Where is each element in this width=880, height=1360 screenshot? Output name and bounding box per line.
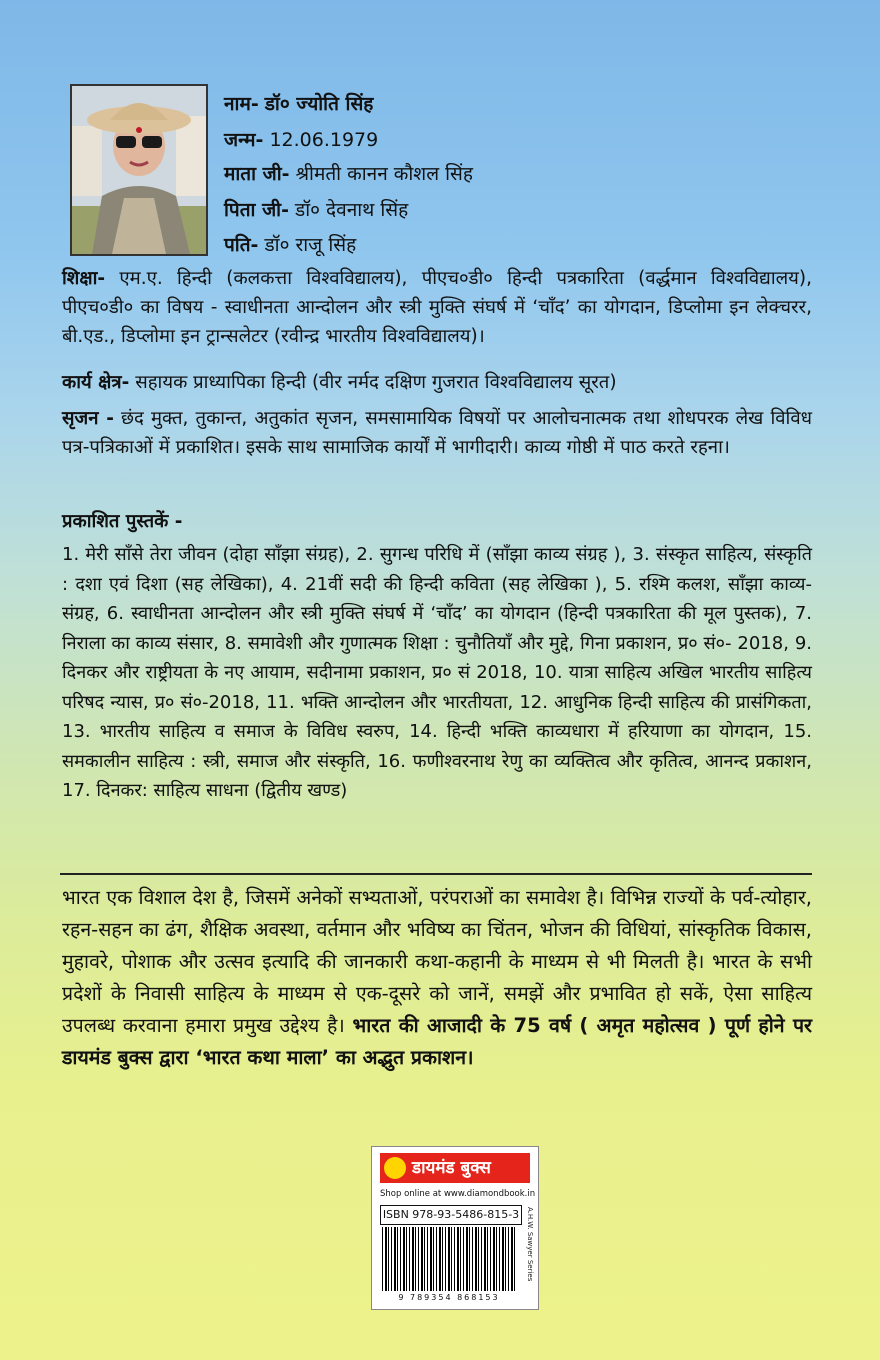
section-divider: [60, 873, 812, 875]
education-text: एम.ए. हिन्दी (कलकत्ता विश्वविद्यालय), पीएच०डी० हिन्दी पत्रकारिता (वर्द्धमान विश्वविद्यालय), पीएच०डी० का विषय - स्वाधीनता आन्दोलन और स्त्री मुक्ति संघर्ष में ‘चाँद’ का योगदान, डिप्लोमा इन लेक्चरर, बी.एड., डिप्लोमा इन ट्रान्सलेटर (रवीन्द्र भारतीय विश्वविद्यालय)।: [62, 268, 813, 347]
author-photo: [70, 84, 208, 256]
author-mother: [224, 162, 473, 186]
author-portrait-illustration: [72, 86, 206, 254]
work-text: सहायक प्राध्यापिका हिन्दी (वीर नर्मद दक्षिण गुजरात विश्वविद्यालय सूरत): [135, 372, 617, 393]
author-birth: [224, 128, 378, 152]
birth-value: 12.06.1979: [269, 129, 379, 151]
isbn-text: ISBN 978-93-5486-815-3: [380, 1205, 522, 1225]
name-label: नाम-: [224, 93, 259, 115]
birth-label: जन्म-: [224, 129, 264, 151]
creation-label: सृजन -: [62, 408, 114, 429]
creation-paragraph: [62, 404, 812, 462]
name-value: डॉ० ज्योति सिंह: [264, 93, 374, 115]
barcode: [382, 1227, 516, 1291]
blurb-text: भारत एक विशाल देश है, जिसमें अनेकों सभ्यताओं, परंपराओं का समावेश है। विभिन्न राज्यों के पर्व-त्योहार, रहन-सहन का ढंग, शैक्षिक अवस्था, वर्तमान और भविष्य का चिंतन, भोजन की विधियां, सांस्कृतिक विकास, मुहावरे, पोशाक और उत्सव इत्यादि की जानकारी कथा-कहानी के माध्यम से भी मिलती है। भारत के सभी प्रदेशों के निवासी साहित्य के माध्यम से एक-दूसरे को जानें, समझें और प्रभावित हो सकें, ऐसा साहित्य उपलब्ध करवाना हमारा प्रमुख उद्देश्य है।: [62, 886, 812, 1037]
publisher-logo-text: डायमंड बुक्स: [412, 1158, 491, 1178]
work-label: कार्य क्षेत्र-: [62, 372, 130, 393]
publisher-logo: [380, 1153, 530, 1183]
books-heading: प्रकाशित पुस्तकें -: [62, 511, 183, 532]
father-label: पिता जी-: [224, 199, 289, 221]
shop-online-text: Shop online at www.diamondbook.in: [380, 1189, 536, 1199]
series-text: A.H.W. Sawyer Series: [526, 1207, 534, 1282]
author-name: [224, 92, 373, 116]
author-father: [224, 198, 408, 222]
author-husband: [224, 233, 356, 257]
blurb-paragraph: [62, 882, 812, 1074]
mother-value: श्रीमती कानन कौशल सिंह: [295, 163, 473, 185]
barcode-number: 9 789354 868153: [398, 1293, 500, 1302]
husband-value: डॉ० राजू सिंह: [264, 234, 357, 256]
diamond-logo-icon: [384, 1157, 406, 1179]
mother-label: माता जी-: [224, 163, 290, 185]
creation-text: छंद मुक्त, तुकान्त, अतुकांत सृजन, समसामायिक विषयों पर आलोचनात्मक तथा शोधपरक लेख विविध पत्र-पत्रिकाओं में प्रकाशित। इसके साथ सामाजिक कार्यों में भागीदारी। काव्य गोष्ठी में पाठ करते रहना।: [62, 408, 812, 458]
husband-label: पति-: [224, 234, 259, 256]
education-paragraph: [62, 264, 812, 351]
blurb-bold-text: भारत की आजादी के 75 वर्ष ( अमृत महोत्सव ) पूर्ण होने पर डायमंड बुक्स द्वारा ‘भारत कथा माला’ का अद्भुत प्रकाशन।: [62, 1014, 813, 1069]
books-list: 1. मेरी साँसे तेरा जीवन (दोहा साँझा संग्रह), 2. सुगन्ध परिधि में (साँझा काव्य संग्रह ), 3. संस्कृत साहित्य, संस्कृति : दशा एवं दिशा (सह लेखिका), 4. 21वीं सदी की हिन्दी कविता (सह लेखिका ), 5. रश्मि कलश, साँझा काव्य- संग्रह, 6. स्वाधीनता आन्दोलन और स्त्री मुक्ति संघर्ष में ‘चाँद’ का योगदान (हिन्दी पत्रकारिता की मूल पुस्तक), 7. निराला का काव्य संसार, 8. समावेशी और गुणात्मक शिक्षा : चुनौतियाँ और मुद्दे, गिना प्रकाशन, प्र० सं०- 2018, 9. दिनकर और राष्ट्रीयता के नए आयाम, सदीनामा प्रकाशन, प्र० सं 2018, 10. यात्रा साहित्य अखिल भारतीय साहित्य परिषद न्यास, प्र० सं०-2018, 11. भक्ति आन्दोलन और भारतीयता, 12. आधुनिक हिन्दी साहित्य की प्रासंगिकता, 13. भारतीय साहित्य व समाज के विविध स्वरुप, 14. हिन्दी भक्ति काव्यधारा में हरियाणा का योगदान, 15. समकालीन साहित्य : स्त्री, समाज और संस्कृति, 16. फणीश्वरनाथ रेणु का व्यक्तित्व और कृतित्व, आनन्द प्रकाशन, 17. दिनकर: साहित्य साधना (द्वितीय खण्ड): [62, 544, 812, 801]
father-value: डॉ० देवनाथ सिंह: [295, 199, 409, 221]
publisher-badge: [371, 1146, 539, 1310]
work-paragraph: [62, 368, 812, 397]
education-label: शिक्षा-: [62, 268, 106, 289]
